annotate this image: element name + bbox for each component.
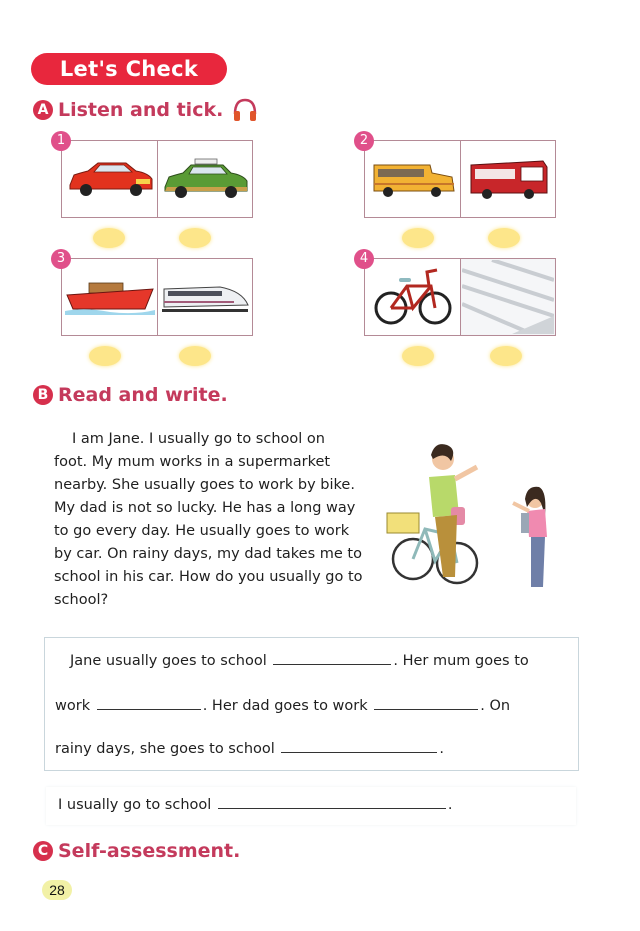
tick-oval-left[interactable]: [89, 346, 121, 366]
tick-oval-right[interactable]: [179, 228, 211, 248]
blank-jane-school[interactable]: [273, 651, 391, 665]
passage-line: school?: [54, 592, 109, 608]
section-a-title: Listen and tick.: [58, 99, 224, 121]
tick-oval-right[interactable]: [490, 346, 522, 366]
tick-oval-left[interactable]: [402, 228, 434, 248]
prompt-text: .: [447, 797, 453, 813]
passage-line: to go every day. He usually goes to work: [54, 523, 350, 539]
option-red-bus[interactable]: [460, 141, 555, 217]
passage-line: by car. On rainy days, my dad takes me to: [54, 546, 362, 562]
school-bus-icon: [370, 159, 456, 199]
red-car-icon: [66, 159, 154, 199]
tick-oval-right[interactable]: [488, 228, 520, 248]
prompt-text: . Her dad goes to work: [202, 698, 368, 714]
passage-line: My dad is not so lucky. He has a long way: [54, 500, 356, 516]
question-1: [56, 133, 253, 250]
reading-passage: [54, 428, 384, 612]
personal-answer-box: [46, 787, 576, 825]
tick-oval-left[interactable]: [402, 346, 434, 366]
question-number: 1: [51, 131, 71, 151]
section-b-title: Read and write.: [58, 384, 228, 406]
red-bus-icon: [465, 157, 551, 201]
mother-and-daughter-illustration: [385, 437, 575, 597]
option-bike[interactable]: [365, 259, 460, 335]
prompt-text: rainy days, she goes to school: [55, 741, 275, 757]
question-number: 3: [51, 249, 71, 269]
headphones-icon[interactable]: [232, 98, 258, 122]
section-c-heading: [33, 840, 240, 862]
bicycle-icon: [373, 264, 453, 330]
option-ship[interactable]: [62, 259, 157, 335]
prompt-text: . On: [480, 698, 511, 714]
question-2: [359, 133, 556, 250]
personal-line: [58, 795, 453, 813]
blank-rainy-days[interactable]: [281, 739, 437, 753]
question-number: 2: [354, 131, 374, 151]
section-a-badge: A: [33, 100, 53, 120]
prompt-text: . Her mum goes to: [393, 653, 529, 669]
section-b-heading: [33, 384, 228, 406]
question-number: 4: [354, 249, 374, 269]
option-school-bus[interactable]: [365, 141, 460, 217]
passage-line: school in his car. How do you usually go to: [54, 569, 363, 585]
ship-icon: [65, 275, 155, 319]
train-icon: [160, 277, 250, 317]
prompt-text: work: [55, 698, 91, 714]
tick-oval-right[interactable]: [179, 346, 211, 366]
passage-line: I am Jane. I usually go to school on: [72, 431, 325, 447]
option-zebra-crossing[interactable]: [460, 259, 555, 335]
section-a-heading: [33, 98, 258, 122]
lets-check-banner: Let's Check: [31, 53, 227, 85]
taxi-icon: [161, 157, 249, 201]
prompt-text: I usually go to school: [58, 797, 212, 813]
blank-mum-work[interactable]: [97, 696, 201, 710]
section-c-badge: C: [33, 841, 53, 861]
fill-line-3: [55, 739, 444, 757]
blank-my-school[interactable]: [218, 795, 446, 809]
option-red-car[interactable]: [62, 141, 157, 217]
question-4: [359, 251, 556, 368]
question-3: [56, 251, 253, 368]
section-c-title: Self-assessment.: [58, 840, 241, 862]
prompt-text: Jane usually goes to school: [70, 653, 267, 669]
page-number: 28: [42, 880, 72, 900]
fill-in-box: [44, 637, 579, 771]
passage-line: nearby. She usually goes to work by bike.: [54, 477, 355, 493]
fill-line-1: [70, 651, 529, 669]
section-b-badge: B: [33, 385, 53, 405]
fill-line-2: [55, 696, 510, 714]
passage-line: foot. My mum works in a supermarket: [54, 454, 331, 470]
zebra-crossing-icon: [462, 260, 554, 334]
blank-dad-work[interactable]: [374, 696, 478, 710]
prompt-text: .: [439, 741, 445, 757]
option-green-taxi[interactable]: [157, 141, 252, 217]
option-train[interactable]: [157, 259, 252, 335]
tick-oval-left[interactable]: [93, 228, 125, 248]
